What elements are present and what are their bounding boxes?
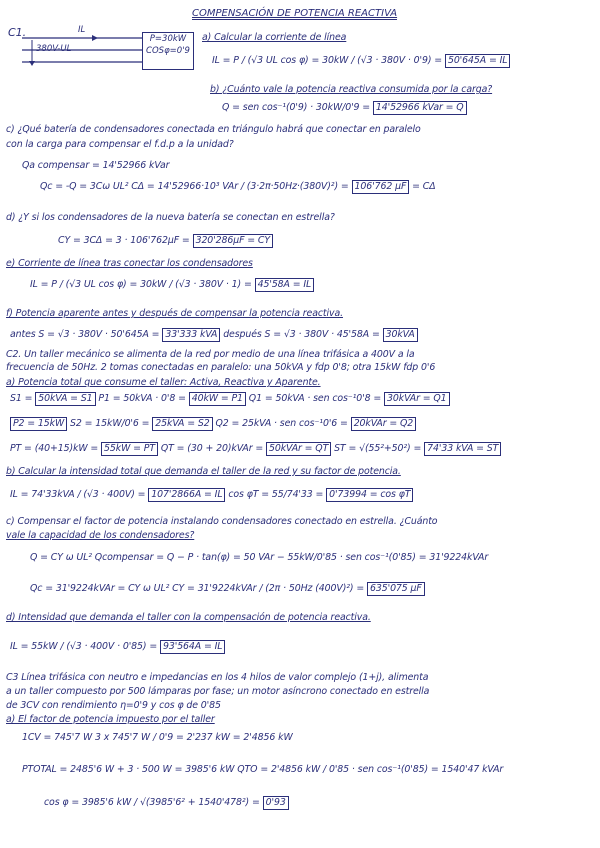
line-text: cos φT = 55/74'33 = — [225, 489, 327, 500]
worksheet-line — [22, 160, 169, 172]
line-text: b) Calcular la intensidad total que demanda el taller de la red y su factor de potencia. — [6, 466, 401, 477]
line-text: a un taller compuesto por 500 lámparas por fase; un motor asíncrono conectado en estrella — [6, 686, 430, 697]
worksheet-line — [10, 640, 225, 654]
boxed-result: 74'33 kVA = ST — [424, 442, 501, 456]
line-text: Q1 = 50kVA · sen cos⁻¹0'8 = — [245, 393, 385, 404]
line-text: a) Calcular la corriente de línea — [202, 32, 347, 43]
boxed-result: 93'564A = IL — [160, 640, 225, 654]
line-text: QT = (30 + 20)kVAr = — [157, 443, 266, 454]
line-text: IL = P / (√3 UL cos φ) = 30kW / (√3 · 380V · 1) = — [30, 279, 255, 290]
line-text: P1 = 50kVA · 0'8 = — [95, 393, 189, 404]
worksheet-line — [6, 612, 371, 624]
boxed-result: 45'58A = IL — [255, 278, 315, 292]
line-text: c) Compensar el factor de potencia instalando condensadores conectado en estrella. ¿Cuánto — [6, 516, 438, 527]
boxed-result: 55kW = PT — [101, 442, 158, 456]
worksheet-line — [6, 516, 437, 528]
worksheet-line — [6, 700, 221, 712]
worksheet-line — [22, 732, 293, 744]
line-text: = CΔ — [409, 181, 436, 192]
worksheet-line — [6, 349, 415, 361]
line-text: c) ¿Qué batería de condensadores conectada en triángulo habrá que conectar en paralelo — [6, 124, 421, 135]
boxed-result: 106'762 μF — [352, 180, 410, 194]
worksheet-line — [202, 32, 346, 44]
line-text: IL = 74'33kVA / (√3 · 400V) = — [10, 489, 149, 500]
boxed-result: 20kVAr = Q2 — [351, 417, 416, 431]
worksheet-line — [30, 582, 425, 596]
line-text: Q2 = 25kVA · sen cos⁻¹0'6 = — [212, 418, 351, 429]
line-text: d) Intensidad que demanda el taller con la compensación de potencia reactiva. — [6, 612, 371, 623]
worksheet-line — [30, 552, 488, 564]
line-text: e) Corriente de línea tras conectar los condensadores — [6, 258, 253, 269]
worksheet-line — [6, 672, 428, 684]
worksheet-line — [222, 101, 467, 115]
worksheet-line — [6, 686, 429, 698]
page-title: COMPENSACIÓN DE POTENCIA REACTIVA — [192, 8, 398, 19]
line-text: con la carga para compensar el f.d.p a la unidad? — [6, 139, 234, 150]
load-power-factor: COSφ=0'9 — [146, 46, 190, 56]
worksheet-line — [212, 54, 510, 68]
line-text: Qc = -Q = 3Cω UL² CΔ = 14'52966·10³ VAr / (3·2π·50Hz·(380V)²) = — [40, 181, 352, 192]
line-text: Qa compensar = 14'52966 kVar — [22, 160, 170, 171]
line-text: vale la capacidad de los condensadores? — [6, 530, 195, 541]
worksheet-line — [30, 278, 314, 292]
line-text: 1CV = 745'7 W 3 x 745'7 W / 0'9 = 2'237 kW = 2'4856 kW — [22, 732, 293, 743]
line-text: frecuencia de 50Hz. 2 tomas conectadas en paralelo: una 50kVA y fdp 0'8; otra 15kW fdp 0'6 — [6, 362, 436, 373]
line-text: ST = √(55²+50²) = — [331, 443, 425, 454]
boxed-result: 25kVA = S2 — [152, 417, 212, 431]
worksheet-line — [6, 308, 343, 320]
line-text: f) Potencia aparente antes y después de compensar la potencia reactiva. — [6, 308, 343, 319]
worksheet-line — [10, 488, 413, 502]
boxed-result: 33'333 kVA — [162, 328, 220, 342]
worksheet-line — [6, 258, 253, 270]
worksheet-line — [40, 180, 436, 194]
line-text: antes S = √3 · 380V · 50'645A = — [10, 329, 163, 340]
worksheet-line — [10, 442, 501, 456]
line-text: S2 = 15kW/0'6 = — [67, 418, 153, 429]
line-text: IL = 55kW / (√3 · 400V · 0'85) = — [10, 641, 160, 652]
worksheet-line — [6, 466, 401, 478]
worksheet-line — [6, 530, 194, 542]
line-text: Qc = 31'9224kVAr = CY ω UL² CY = 31'9224kVAr / (2π · 50Hz (400V)²) = — [30, 583, 367, 594]
worksheet-line — [10, 392, 450, 406]
boxed-result: 14'52966 kVar = Q — [373, 101, 467, 115]
load-power: P=30kW — [149, 34, 187, 44]
line-text: PTOTAL = 2485'6 W + 3 · 500 W = 3985'6 kW QTO = 2'4856 kW / 0'85 · sen cos⁻¹(0'85) = 1540'47 kVAr — [22, 764, 504, 775]
line-text: a) El factor de potencia impuesto por el taller — [6, 714, 215, 725]
line-text: b) ¿Cuánto vale la potencia reactiva consumida por la carga? — [210, 84, 493, 95]
worksheet-line — [44, 796, 289, 810]
worksheet-line — [210, 84, 492, 96]
line-text: de 3CV con rendimiento η=0'9 y cos φ de 0'85 — [6, 700, 221, 711]
worksheet-line — [6, 377, 321, 389]
line-text: Q = sen cos⁻¹(0'9) · 30kW/0'9 = — [222, 102, 373, 113]
worksheet-line — [6, 714, 215, 726]
boxed-result: 50kVA = S1 — [35, 392, 95, 406]
boxed-result: 0'73994 = cos φT — [326, 488, 413, 502]
line-text: PT = (40+15)kW = — [10, 443, 102, 454]
worksheet-line — [22, 764, 503, 776]
line-text: S1 = — [10, 393, 36, 404]
worksheet-line — [6, 139, 234, 151]
line-text: cos φ = 3985'6 kW / √(3985'6² + 1540'478²) = — [44, 797, 263, 808]
boxed-result: 320'286μF = CY — [193, 234, 273, 248]
boxed-result: 0'93 — [263, 796, 289, 810]
boxed-result: 635'075 μF — [367, 582, 425, 596]
line-text: C2. Un taller mecánico se alimenta de la red por medio de una línea trifásica a 400V a la — [6, 349, 415, 360]
boxed-result: 107'2866A = IL — [148, 488, 225, 502]
current-label: IL — [78, 25, 86, 35]
line-text: después S = √3 · 380V · 45'58A = — [220, 329, 383, 340]
boxed-result: 40kW = P1 — [189, 392, 246, 406]
problem-1-number: C1. — [8, 26, 27, 39]
line-text: a) Potencia total que consume el taller: Activa, Reactiva y Aparente. — [6, 377, 321, 388]
boxed-result: 30kVAr = Q1 — [384, 392, 449, 406]
line-text: C3 Línea trifásica con neutro e impedancias en los 4 hilos de valor complejo (1+j), alimenta — [6, 672, 429, 683]
worksheet-line — [58, 234, 273, 248]
worksheet-line — [10, 417, 416, 431]
worksheet-line — [6, 362, 435, 374]
boxed-result: P2 = 15kW — [10, 417, 67, 431]
boxed-result: 50kVAr = QT — [266, 442, 331, 456]
worksheet-line — [6, 212, 335, 224]
voltage-label: 380V-UL — [36, 44, 72, 54]
load-box — [142, 32, 194, 70]
worksheet-line — [10, 328, 418, 342]
worksheet-line — [6, 124, 421, 136]
boxed-result: 30kVA — [383, 328, 418, 342]
boxed-result: 50'645A = IL — [445, 54, 510, 68]
line-text: CY = 3CΔ = 3 · 106'762μF = — [58, 235, 193, 246]
line-text: Q = CY ω UL² Qcompensar = Q − P · tan(φ) = 50 VAr − 55kW/0'85 · sen cos⁻¹(0'85) = 31'9224kVAr — [30, 552, 489, 563]
line-text: IL = P / (√3 UL cos φ) = 30kW / (√3 · 380V · 0'9) = — [212, 55, 445, 66]
line-text: d) ¿Y si los condensadores de la nueva batería se conectan en estrella? — [6, 212, 335, 223]
